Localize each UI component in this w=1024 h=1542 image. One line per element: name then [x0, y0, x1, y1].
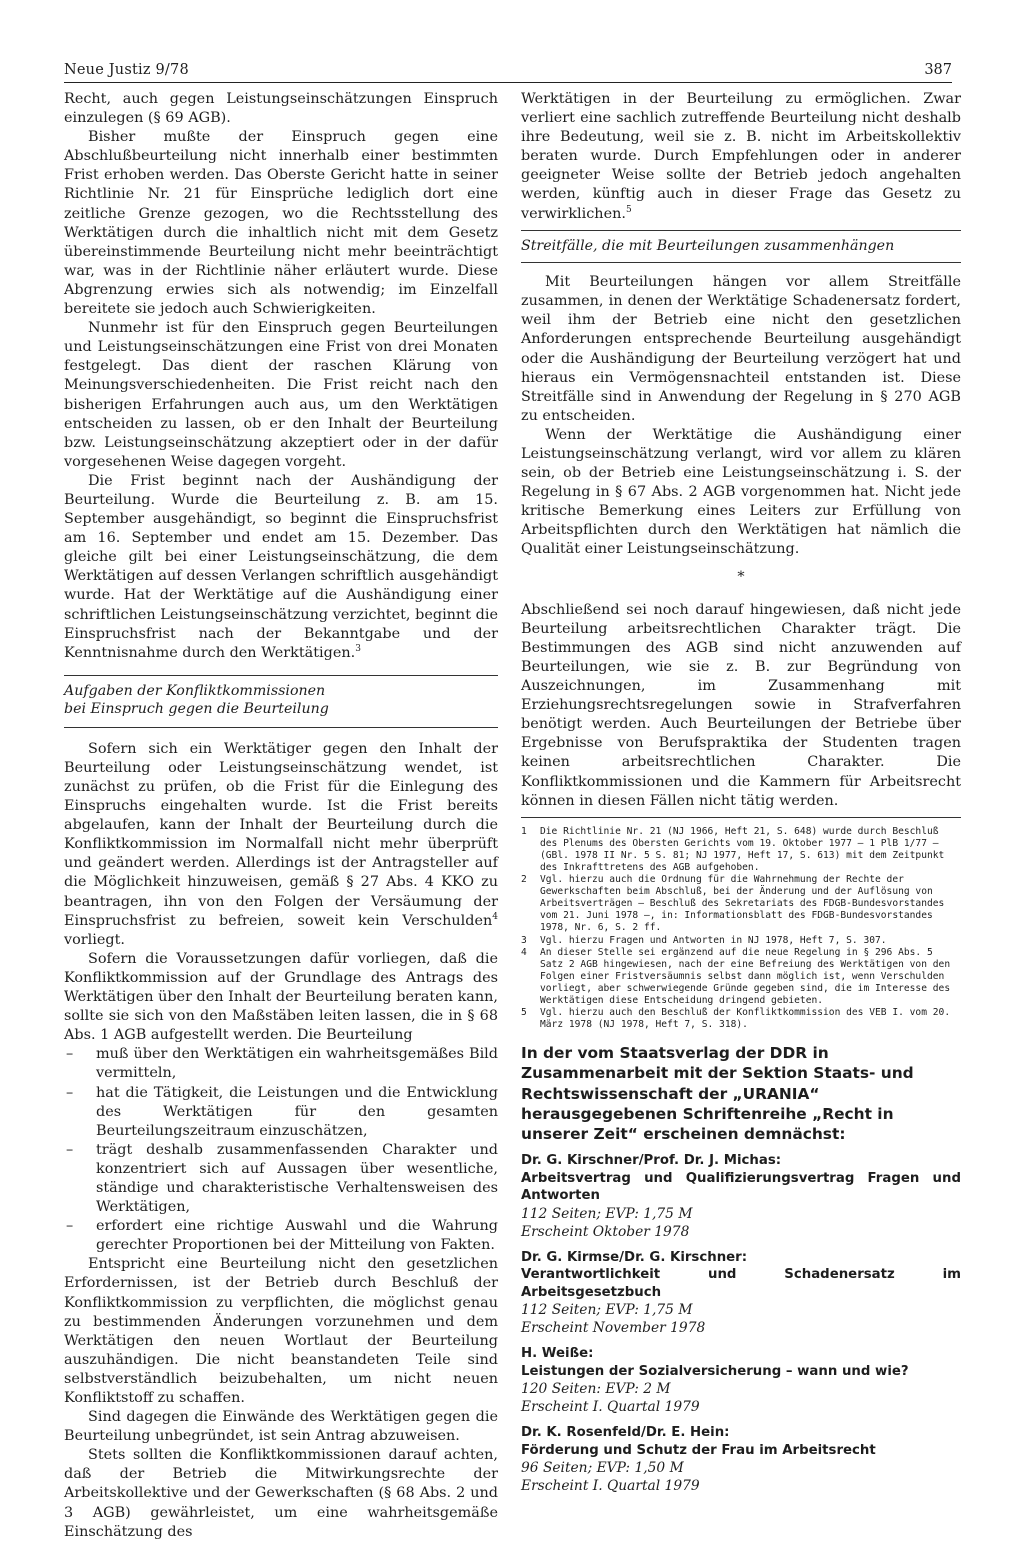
footnote: [521, 826, 961, 874]
footnote-ref: 3: [355, 643, 361, 654]
paragraph: [64, 472, 498, 663]
book-authors: Dr. G. Kirschner/Prof. Dr. J. Michas:: [521, 1153, 782, 1169]
book-entry: [521, 1249, 961, 1338]
footnote: [521, 874, 961, 934]
footnote-number: 4: [521, 946, 527, 958]
paragraph: [521, 90, 961, 224]
footnote-ref: 5: [625, 204, 632, 215]
paragraph: Stets sollten die Konfliktkommissionen darauf achten, daß der Betrieb die Mitwirkungsrechte der Arbeitskollektive und der Gewerkschaften (§ 68 Abs. 2 und 3 AGB) gewährleistet, um eine wahrheitsgemäße Einschätzung des: [64, 1447, 498, 1540]
left-column: [64, 90, 498, 1542]
book-authors: Dr. K. Rosenfeld/Dr. E. Hein:: [521, 1425, 730, 1441]
footnote: [521, 947, 961, 1007]
paragraph: Wenn der Werktätige die Aushändigung einer Leistungseinschätzung verlangt, wird vor allem zu klären sein, ob der Betrieb eine Leistungseinschätzung i. S. der Regelung in § 67 Abs. 2 AGB vorgenommen hat. Nicht jede kritische Bemerkung eines Leiters zur Erfüllung von Arbeitspflichten durch den Werktätigen hat nämlich die Qualität einer Leistungseinschätzung.: [521, 426, 961, 558]
section-separator: *: [737, 568, 745, 585]
paragraph: Sind dagegen die Einwände des Werktätigen gegen die Beurteilung unbegründet, ist sein Antrag abzuweisen.: [64, 1409, 498, 1445]
paragraph: Entspricht eine Beurteilung nicht den gesetzlichen Erfordernissen, ist der Betrieb durch Beschluß der Konfliktkommission zu verpflichten, die möglichst genau zu bestimmenden Änderungen vorzunehmen und dem Werktätigen den neuen Wortlaut der Beurteilung auszuhändigen. Die nicht beanstandeten Teile sind selbstverständlich beizubehalten, um nicht neuen Konfliktstoff zu schaffen.: [64, 1256, 498, 1406]
section-rule: [64, 675, 498, 676]
page-header: [64, 62, 952, 83]
book-title: Verantwortlichkeit und Schadenersatz im Arbeitsgesetzbuch: [521, 1267, 961, 1300]
book-authors: H. Weiße:: [521, 1346, 594, 1362]
book-title: Arbeitsvertrag und Qualifizierungsvertrag Fragen und Antworten: [521, 1170, 961, 1204]
paragraph: Sofern die Voraussetzungen dafür vorliegen, daß die Konfliktkommission auf der Grundlage des Antrags des Werktätigen über den Inhalt der Beurteilung beraten kann, sollte sie sich von den Maßstäben leiten lassen, die in § 68 Abs. 1 AGB aufgestellt werden. Die Beurteilung: [64, 950, 498, 1044]
book-price: 120 Seiten: EVP: 2 M: [521, 1381, 671, 1398]
footnote: [521, 935, 961, 947]
paragraph: [64, 740, 498, 950]
footnote-number: 2: [521, 874, 527, 886]
section-rule: [521, 230, 961, 231]
paragraph: Abschließend sei noch darauf hingewiesen, daß nicht jede Beurteilung arbeitsrechtlichen Charakter trägt. Die Bestimmungen des AGB sind nicht anzuwenden auf Beurteilungen, wie sie z. B. zur Begründung von Auszeichnungen, im Zusammenhang mit Erziehungsrechtsregelungen sowie in Strafverfahren benötigt werden. Auch Beurteilungen der Betriebe über Ergebnisse von Berufspraktika der Studenten tragen keinen arbeitsrechtlichen Charakter. Die Konfliktkommissionen und die Kammern für Arbeitsrecht können in diesen Fällen nicht tätig werden.: [521, 601, 961, 809]
footnote-rule: [521, 817, 961, 818]
footnote-number: 1: [521, 825, 527, 837]
list-item: – trägt deshalb zusammenfassenden Charakter und konzentriert sich auf Aussagen über wesentliche, ständige und charakteristische Verhaltensweisen des Werktätigen,: [64, 1141, 498, 1217]
paragraph: Nunmehr ist für den Einspruch gegen Beurteilungen und Leistungseinschätzungen eine Frist von drei Monaten festgelegt. Das dient der raschen Klärung von Meinungsverschiedenheiten. Die Frist reicht nach den bisherigen Erfahrungen auch aus, um den Werktätigen entscheiden zu lassen, ob er den Inhalt der Beurteilung bzw. Leistungseinschätzung akzeptiert oder in der dafür vorgesehenen Weise dagegen vorgeht.: [64, 320, 498, 470]
paragraph-text: vorliegt.: [64, 931, 125, 948]
footnotes: [521, 826, 961, 1032]
criteria-list: [64, 1045, 498, 1255]
book-release: Erscheint I. Quartal 1979: [521, 1399, 700, 1416]
book-advertisement: [521, 1043, 961, 1495]
list-item: – hat die Tätigkeit, die Leistungen und die Entwicklung des Werktätigen für den gesamten Beurteilungszeitraum einzuschätzen,: [64, 1084, 498, 1141]
section-heading-line: Aufgaben der Konfliktkommissionen: [64, 682, 326, 699]
book-price: 112 Seiten; EVP: 1,75 M: [521, 1205, 693, 1222]
paragraph: Bisher mußte der Einspruch gegen eine Abschlußbeurteilung nicht innerhalb einer bestimmten Frist erhoben werden. Das Oberste Gericht hatte in seiner Richtlinie Nr. 21 für Einsprüche lediglich dort eine zeitliche Grenze gezogen, wo die Rechtsstellung des Werktätigen durch die inhaltlich nicht mit dem Gesetz übereinstimmende Beurteilung nicht mehr beeinträchtigt war, was in der Richtlinie näher erläutert wurde. Diese Abgrenzung erwies sich als notwendig; im Einzelfall bereitete sie jedoch auch Schwierigkeiten.: [64, 129, 498, 318]
footnote-text: Die Richtlinie Nr. 21 (NJ 1966, Heft 21, S. 648) wurde durch Beschluß des Plenums des Obersten Gerichts vom 19. Oktober 1977 – 1 PlB 1/77 – (GBl. 1978 II Nr. 5 S. 81; NJ 1977, Heft 17, S. 613) mit dem Zeitpunkt des Inkrafttretens des AGB aufgehoben.: [540, 825, 945, 873]
footnote-number: 5: [521, 1007, 527, 1019]
list-item: – muß über den Werktätigen ein wahrheitsgemäßes Bild vermitteln,: [64, 1045, 498, 1083]
paragraph-text: Werktätigen in der Beurteilung zu ermöglichen. Zwar verliert eine sachlich zutreffende Beurteilung nicht deshalb ihre Bedeutung, weil sie z. B. nicht im Arbeitskollektiv beraten wurde. Durch Empfehlungen oder in anderer geeigneter Weise sollte der Betrieb jedoch angehalten werden, künftig auch in dieser Frage das Gesetz zu verwirklichen.: [521, 91, 961, 222]
book-release: Erscheint Oktober 1978: [521, 1223, 690, 1240]
section-heading: Streitfälle, die mit Beurteilungen zusammenhängen: [521, 237, 895, 254]
right-column: [521, 90, 961, 1503]
book-price: 96 Seiten; EVP: 1,50 M: [521, 1460, 684, 1477]
advertisement-intro: In der vom Staatsverlag der DDR in Zusammenarbeit mit der Sektion Staats- und Rechtswissenschaft der „URANIA“ herausgegebenen Schriftenreihe „Recht in unserer Zeit“ erscheinen demnächst:: [521, 1044, 914, 1144]
section-heading-line: bei Einspruch gegen die Beurteilung: [64, 701, 329, 718]
footnote-text: Vgl. hierzu Fragen und Antworten in NJ 1978, Heft 7, S. 307.: [540, 934, 887, 946]
paragraph-text: Recht, auch gegen Leistungseinschätzungen Einspruch einzulegen (§ 69 AGB).: [64, 91, 498, 127]
book-price: 112 Seiten; EVP: 1,75 M: [521, 1302, 693, 1319]
footnote-number: 3: [521, 934, 527, 946]
footnote-ref: 4: [492, 911, 498, 922]
book-entry: [521, 1424, 961, 1495]
footnote-text: An dieser Stelle sei ergänzend auf die neue Regelung in § 296 Abs. 5 Satz 2 AGB hingewiesen, nach der eine Befreiung des Werktätigen von den Folgen einer Fristversäumnis selbst dann möglich ist, wenn Verschulden vorliegt, aber schwerwiegende Gründe gegeben sind, die im Interesse des Werktätigen diese Entscheidung dringend gebieten.: [540, 946, 951, 1006]
footnote: [521, 1007, 961, 1031]
journal-name: Neue Justiz 9/78: [64, 62, 189, 78]
footnote-text: Vgl. hierzu auch die Ordnung für die Wahrnehmung der Rechte der Gewerkschaften beim Abschluß, bei der Änderung und der Auflösung von Arbeitsverträgen – Beschluß des Sekretariats des FDGB-Bundesvorstandes vom 21. Juni 1978 –, in: Informationsblatt des FDGB-Bundesvorstandes 1978, Nr. 6, S. 2 ff.: [540, 874, 945, 934]
section-rule: [64, 727, 498, 728]
paragraph: [64, 90, 498, 128]
book-entry: [521, 1345, 961, 1416]
section-heading: [64, 682, 498, 719]
book-entry: [521, 1152, 961, 1241]
book-title: Förderung und Schutz der Frau im Arbeitsrecht: [521, 1442, 876, 1458]
book-title: Leistungen der Sozialversicherung – wann und wie?: [521, 1363, 909, 1379]
paragraph-text: Die Frist beginnt nach der Aushändigung der Beurteilung. Wurde die Beurteilung z. B. am 15. September ausgehändigt, so beginnt die Einspruchsfrist am 16. September und endet am 15. Dezember. Das gleiche gilt bei einer Leistungseinschätzung, die dem Werktätigen auf dessen Verlangen schriftlich ausgehändigt wurde. Hat der Werktätige auf die Aushändigung einer schriftlichen Leistungseinschätzung verzichtet, beginnt die Einspruchsfrist nach der Bekanntgabe und der Kenntnisnahme durch den Werktätigen.: [64, 472, 498, 661]
book-authors: Dr. G. Kirmse/Dr. G. Kirschner:: [521, 1249, 748, 1265]
footnote-text: Vgl. hierzu auch den Beschluß der Konfliktkommission des VEB I. vom 20. März 1978 (NJ 1978, Heft 7, S. 318).: [540, 1007, 951, 1031]
list-item: – erfordert eine richtige Auswahl und die Wahrung gerechter Proportionen bei der Mitteilung von Fakten.: [64, 1217, 498, 1255]
section-rule: [521, 262, 961, 263]
book-release: Erscheint I. Quartal 1979: [521, 1478, 700, 1495]
book-release: Erscheint November 1978: [521, 1320, 706, 1337]
page-number: 387: [924, 62, 952, 78]
paragraph-text: Sofern sich ein Werktätiger gegen den Inhalt der Beurteilung oder Leistungseinschätzung wendet, ist zunächst zu prüfen, ob die Frist für die Einlegung des Einspruchs eingehalten wurde. Ist die Frist bereits abgelaufen, kann der Inhalt der Beurteilung durch die Konfliktkommission im Normalfall nicht mehr überprüft und geändert werden. Allerdings ist der Antragsteller auf die Möglichkeit hinzuweisen, gemäß § 27 Abs. 4 KKO zu beantragen, ihn von den Folgen der Versäumung der Einspruchsfrist zu befreien, soweit kein Verschulden: [64, 740, 498, 929]
paragraph: Mit Beurteilungen hängen vor allem Streitfälle zusammen, in denen der Werktätige Schadenersatz fordert, weil ihm der Betrieb eine nicht den gesetzlichen Anforderungen entsprechende Beurteilung ausgehändigt oder die Aushändigung der Beurteilung verzögert hat und hieraus ein Vermögensnachteil entstanden ist. Diese Streitfälle sind in Anwendung der Regelung in § 270 AGB zu entscheiden.: [521, 274, 961, 424]
